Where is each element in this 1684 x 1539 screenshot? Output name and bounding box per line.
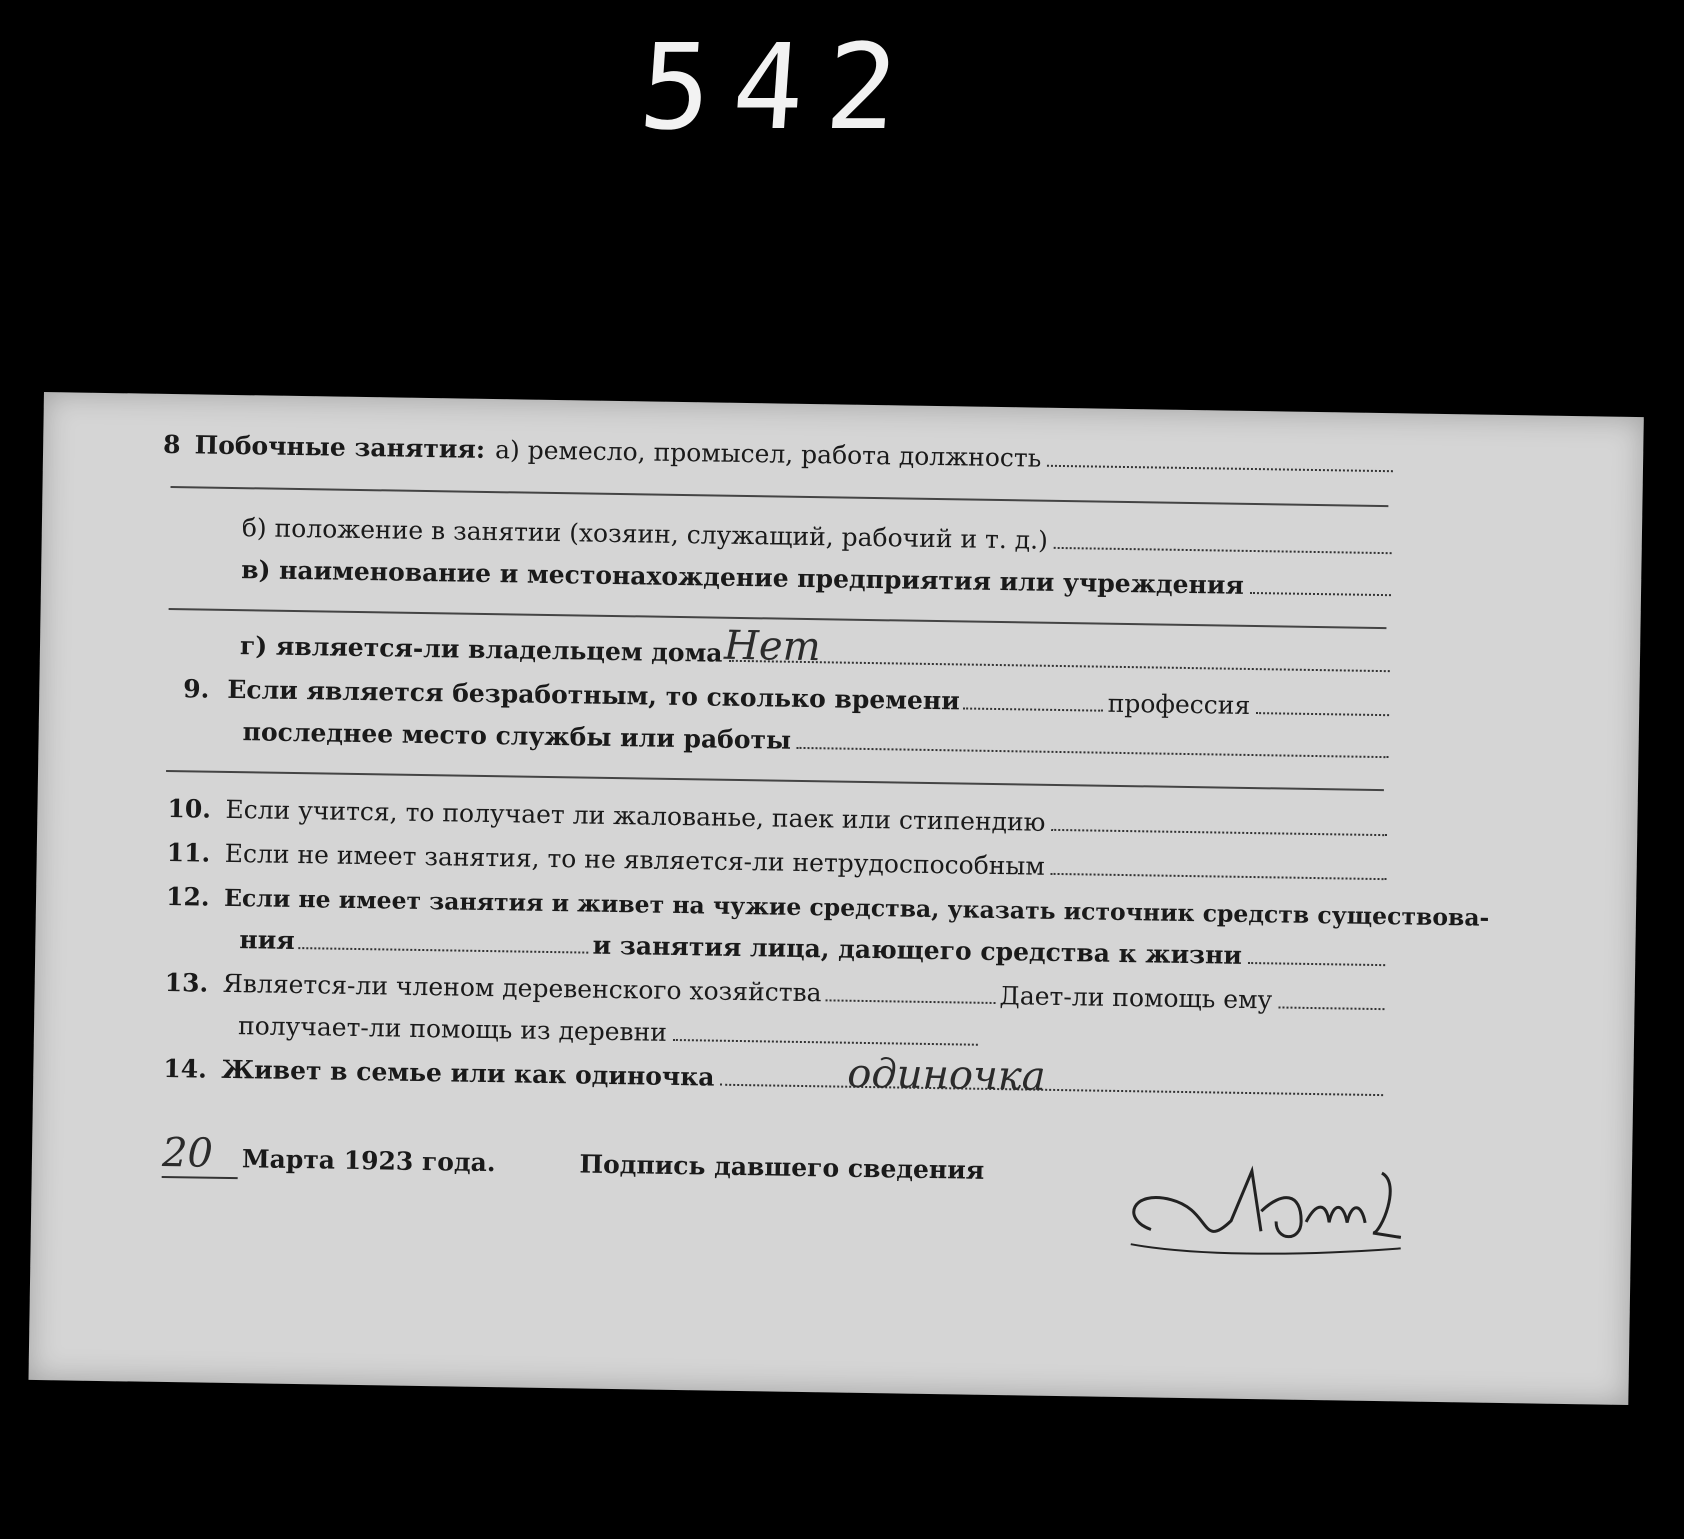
- q8-a-line: [171, 486, 1389, 507]
- q14-row: [163, 1050, 1383, 1102]
- q13-line2-label: получает-ли помощь из деревни: [237, 1011, 668, 1047]
- q9-last-field[interactable]: [797, 729, 1389, 758]
- q13-number: 13.: [164, 967, 209, 998]
- q12-number: 12.: [165, 881, 210, 912]
- signature-label: Подпись давшего сведения: [579, 1149, 985, 1185]
- q13-receives-field[interactable]: [673, 1021, 978, 1046]
- q8-a-field[interactable]: [1047, 447, 1393, 472]
- q12-cont-row: [239, 925, 1385, 972]
- q13-row: [165, 968, 1385, 1016]
- q12-person-field[interactable]: [1248, 944, 1386, 966]
- q8-v-field[interactable]: [1250, 574, 1392, 596]
- q8-title: Побочные занятия:: [194, 430, 486, 464]
- q8-g-label: г) является-ли владельцем дома: [239, 631, 723, 668]
- q12-label: Если не имеет занятия и живет на чужие средства, указать источник средств существова-: [223, 883, 1490, 932]
- q13-help-label: Дает-ли помощь ему: [999, 981, 1273, 1015]
- q9-last-row: [242, 717, 1388, 764]
- q9-label: Если является безработным, то сколько времени: [227, 674, 960, 716]
- q11-number: 11.: [166, 837, 211, 868]
- q8-g-answer: Нет: [723, 622, 821, 671]
- q9-number: 9.: [183, 674, 210, 704]
- q11-row: [167, 838, 1387, 886]
- q13-label: Является-ли членом деревенского хозяйства: [222, 968, 822, 1008]
- q8-row: [163, 430, 1393, 478]
- q13-member-field[interactable]: [825, 981, 995, 1004]
- q8-b-label: б) положение в занятии (хозяин, служащий, рабочий и т. д.): [241, 513, 1049, 555]
- handwritten-signature: [1110, 1149, 1412, 1274]
- q8-g-field[interactable]: [728, 642, 1390, 672]
- q9-duration-field[interactable]: [964, 689, 1104, 711]
- date-text: Марта 1923 года.: [241, 1144, 496, 1178]
- q9-line: [166, 770, 1384, 791]
- q14-label: Живет в семье или как одиночка: [221, 1054, 715, 1092]
- q9-last-label: последнее место службы или работы: [242, 717, 792, 755]
- q8-v-row: [241, 555, 1391, 602]
- sheet-number: 542: [635, 18, 924, 156]
- q14-answer: одиночка: [847, 1050, 1046, 1100]
- date-row: [162, 1130, 1163, 1194]
- date-day: 20: [162, 1130, 239, 1179]
- q8-number: 8: [162, 429, 181, 460]
- q12-cont-label: ния: [239, 925, 295, 956]
- q12-row: [165, 881, 1490, 932]
- q9-profession-label: профессия: [1107, 688, 1251, 720]
- q12-source-field[interactable]: [299, 929, 589, 954]
- q14-field[interactable]: [720, 1066, 1383, 1096]
- q10-number: 10.: [167, 793, 212, 824]
- q11-field[interactable]: [1051, 855, 1387, 880]
- q8-g-row: [239, 622, 1390, 678]
- q10-field[interactable]: [1051, 811, 1387, 836]
- questionnaire-card: [28, 392, 1643, 1405]
- q13-help-field[interactable]: [1278, 988, 1385, 1010]
- q8-a-label: а) ремесло, промысел, работа должность: [494, 435, 1042, 473]
- q9-row: [169, 674, 1389, 722]
- q11-label: Если не имеет занятия, то не является-ли нетрудоспособным: [224, 838, 1045, 881]
- q8-b-row: [242, 513, 1392, 560]
- q13-line2-row: [238, 1011, 978, 1052]
- q9-profession-field[interactable]: [1256, 694, 1389, 716]
- q8-b-field[interactable]: [1054, 529, 1392, 554]
- q10-row: [167, 794, 1387, 842]
- q10-label: Если учится, то получает ли жалованье, паек или стипендию: [225, 794, 1046, 837]
- q8-v-label: в) наименование и местонахождение предприятия или учреждения: [241, 555, 1245, 600]
- q14-number: 14.: [163, 1053, 208, 1084]
- q12-cont2-label: и занятия лица, дающего средства к жизни: [592, 930, 1243, 970]
